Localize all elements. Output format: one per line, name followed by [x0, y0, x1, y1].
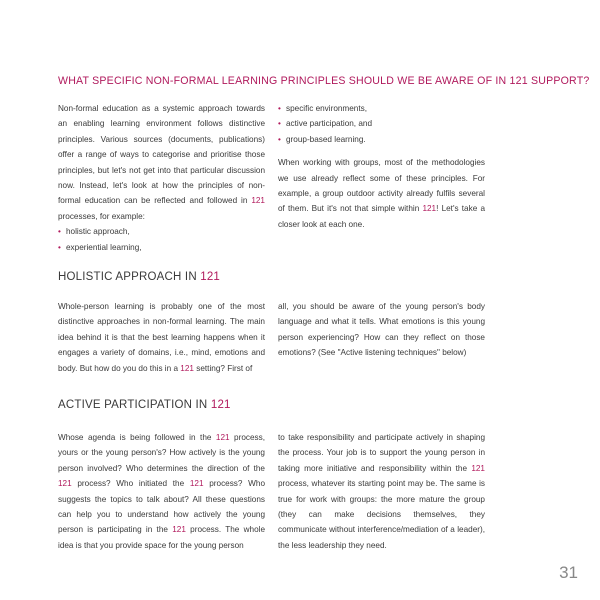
- text-121: 121: [215, 433, 230, 442]
- text-121: 121: [172, 525, 186, 535]
- text-121: 121: [189, 479, 204, 489]
- text-run: process, yours or the young person's? How actively is the young person involved? Who determines the direction of the: [58, 433, 266, 473]
- text-121: 121: [180, 363, 194, 373]
- section-heading-active-participation: [58, 399, 231, 411]
- text-run: Whose agenda is being followed in the: [58, 433, 216, 442]
- text-121: 121: [251, 196, 265, 206]
- active-left-column: [58, 430, 265, 553]
- list-item: • experiential learning,: [58, 240, 265, 255]
- text-run: process? Who initiated the: [71, 479, 190, 489]
- text-121: 121: [58, 479, 72, 489]
- principles-list-part-1: [58, 224, 265, 255]
- text-121: 121: [422, 204, 437, 214]
- text-run: to take responsibility and participate actively in shaping the process. Your job is to support the young person in taking more initiative and responsibility within the: [278, 433, 485, 473]
- text-run: processes, for example:: [58, 211, 145, 221]
- list-item: • specific environments,: [278, 101, 485, 116]
- principles-intro-paragraph: [58, 101, 265, 224]
- holistic-paragraph-1: [58, 299, 265, 376]
- holistic-left-column: [58, 299, 265, 376]
- text-run: process, whatever its starting point may be. The same is true for work with groups: the more mature the group (they can make decisions themselves, they communicate without interference/mediation of a leader), the less leadership they need.: [278, 479, 485, 550]
- text-run: setting? First of: [193, 363, 253, 373]
- holistic-right-column: [278, 299, 485, 361]
- holistic-paragraph-2: all, you should be aware of the young person's body language and what it tells. What emotions is this young person experiencing? How can they reflect on those emotions? (See "Active listening techniques" below): [278, 302, 485, 358]
- active-right-column: [278, 430, 485, 553]
- heading-121: 121: [210, 399, 231, 411]
- principles-list-part-2: [278, 101, 485, 147]
- active-paragraph-2: [278, 430, 485, 553]
- principles-left-column: [58, 101, 265, 255]
- text-run: ! Let's take a closer look at each one.: [278, 204, 485, 229]
- heading-121: 121: [200, 271, 221, 283]
- text-run: process? Who suggests the topics to talk about? All these questions can help you to understand how actively the young person is participating in the: [58, 479, 265, 535]
- list-item: • group-based learning.: [278, 132, 485, 147]
- section-heading-holistic: [58, 271, 220, 283]
- text-run: process. The whole idea is that you provide space for the young person: [58, 525, 265, 550]
- heading-text: ACTIVE PARTICIPATION IN: [58, 399, 211, 411]
- heading-text: HOLISTIC APPROACH IN: [58, 271, 201, 283]
- section-heading-principles: WHAT SPECIFIC NON-FORMAL LEARNING PRINCIPLES SHOULD WE BE AWARE OF IN 121 SUPPORT?: [58, 75, 590, 87]
- active-paragraph-1: [58, 430, 265, 553]
- principles-groups-paragraph: [278, 155, 485, 232]
- text-run: Whole-person learning is probably one of the most distinctive approaches in non-formal learning. The main idea behind it is that the best learning happens when it engages a variety of domains, i.e., mind, emotions and body. But how do you do this in a: [58, 302, 265, 373]
- text-run: When working with groups, most of the methodologies we use already reflect some of these principles. For example, a group outdoor activity already fulfils several of them. But it's not that simple within: [278, 158, 485, 214]
- list-item: • holistic approach,: [58, 224, 265, 239]
- text-run: Non-formal education as a systemic approach towards an enabling learning environment follows distinctive principles. Various sources (documents, publications) offer a range of ways to categorise and prioritise those principles, but let's not get into that particular discussion now. Instead, let's look at how the principles of non-formal education can be reflected and followed in: [58, 104, 265, 206]
- page-number: 31: [559, 563, 578, 582]
- list-item: • active participation, and: [278, 116, 485, 131]
- principles-right-column: [278, 101, 485, 232]
- text-121: 121: [471, 463, 485, 473]
